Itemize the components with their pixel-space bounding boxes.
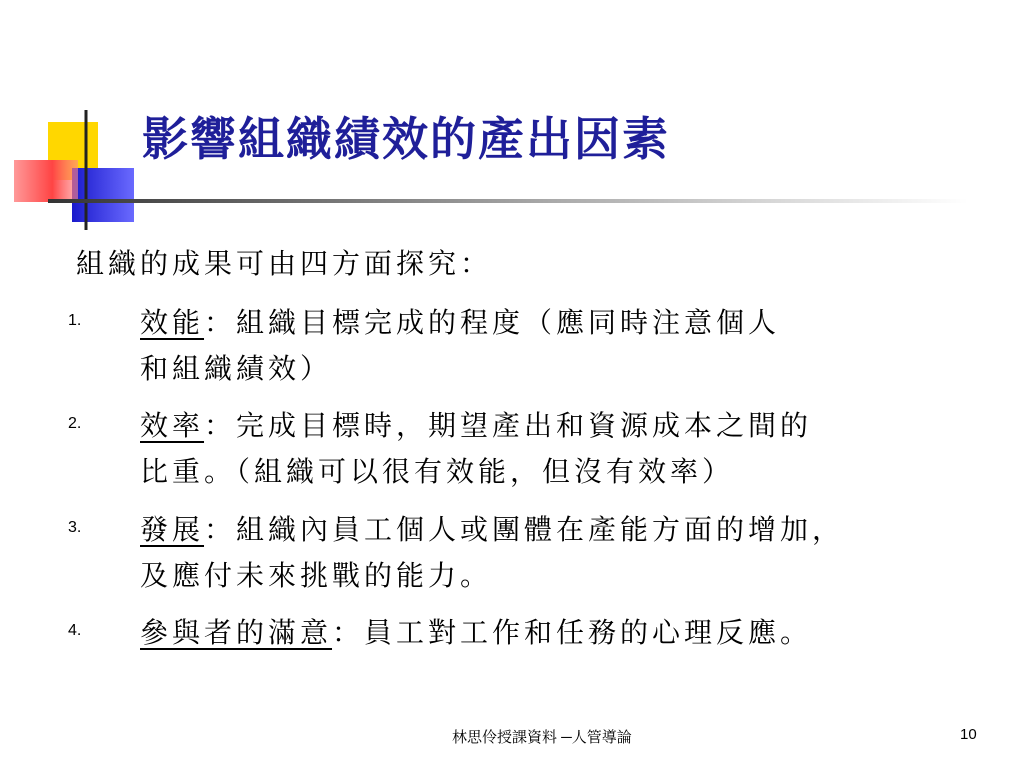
page-number: 10 <box>960 726 977 743</box>
item-text <box>140 610 812 656</box>
blue-square <box>72 168 134 222</box>
item-term: 參與者的滿意 <box>140 616 333 649</box>
item-description: ：完成目標時，期望產出和資源成本之間的 <box>204 409 813 442</box>
item-description: ：員工對工作和任務的心理反應。 <box>332 616 813 649</box>
item-term: 發展 <box>140 513 205 546</box>
item-number: 2. <box>68 415 82 432</box>
item-text <box>140 403 812 495</box>
item-description: ：組織目標完成的程度（應同時注意個人 <box>204 306 781 339</box>
item-number: 4. <box>68 622 82 639</box>
red-square <box>14 160 78 202</box>
item-term: 效能 <box>140 306 205 339</box>
item-term: 效率 <box>140 409 205 442</box>
item-number: 1. <box>68 312 82 329</box>
item-description-continued: 和組織績效） <box>140 352 333 385</box>
item-text <box>140 300 780 392</box>
item-text <box>140 507 844 599</box>
slide-title: 影響組織績效的產出因素 <box>142 112 670 166</box>
title-underline <box>48 199 968 203</box>
item-description-continued: 及應付未來挑戰的能力。 <box>140 559 493 592</box>
footer-text: 林思伶授課資料 ─人管導論 <box>452 729 632 746</box>
item-description: ：組織內員工個人或團體在產能方面的增加， <box>204 513 845 546</box>
item-number: 3. <box>68 519 82 536</box>
item-description-continued: 比重。（組織可以很有效能，但沒有效率） <box>140 455 735 488</box>
intro-text: 組織的成果可由四方面探究： <box>76 247 493 280</box>
